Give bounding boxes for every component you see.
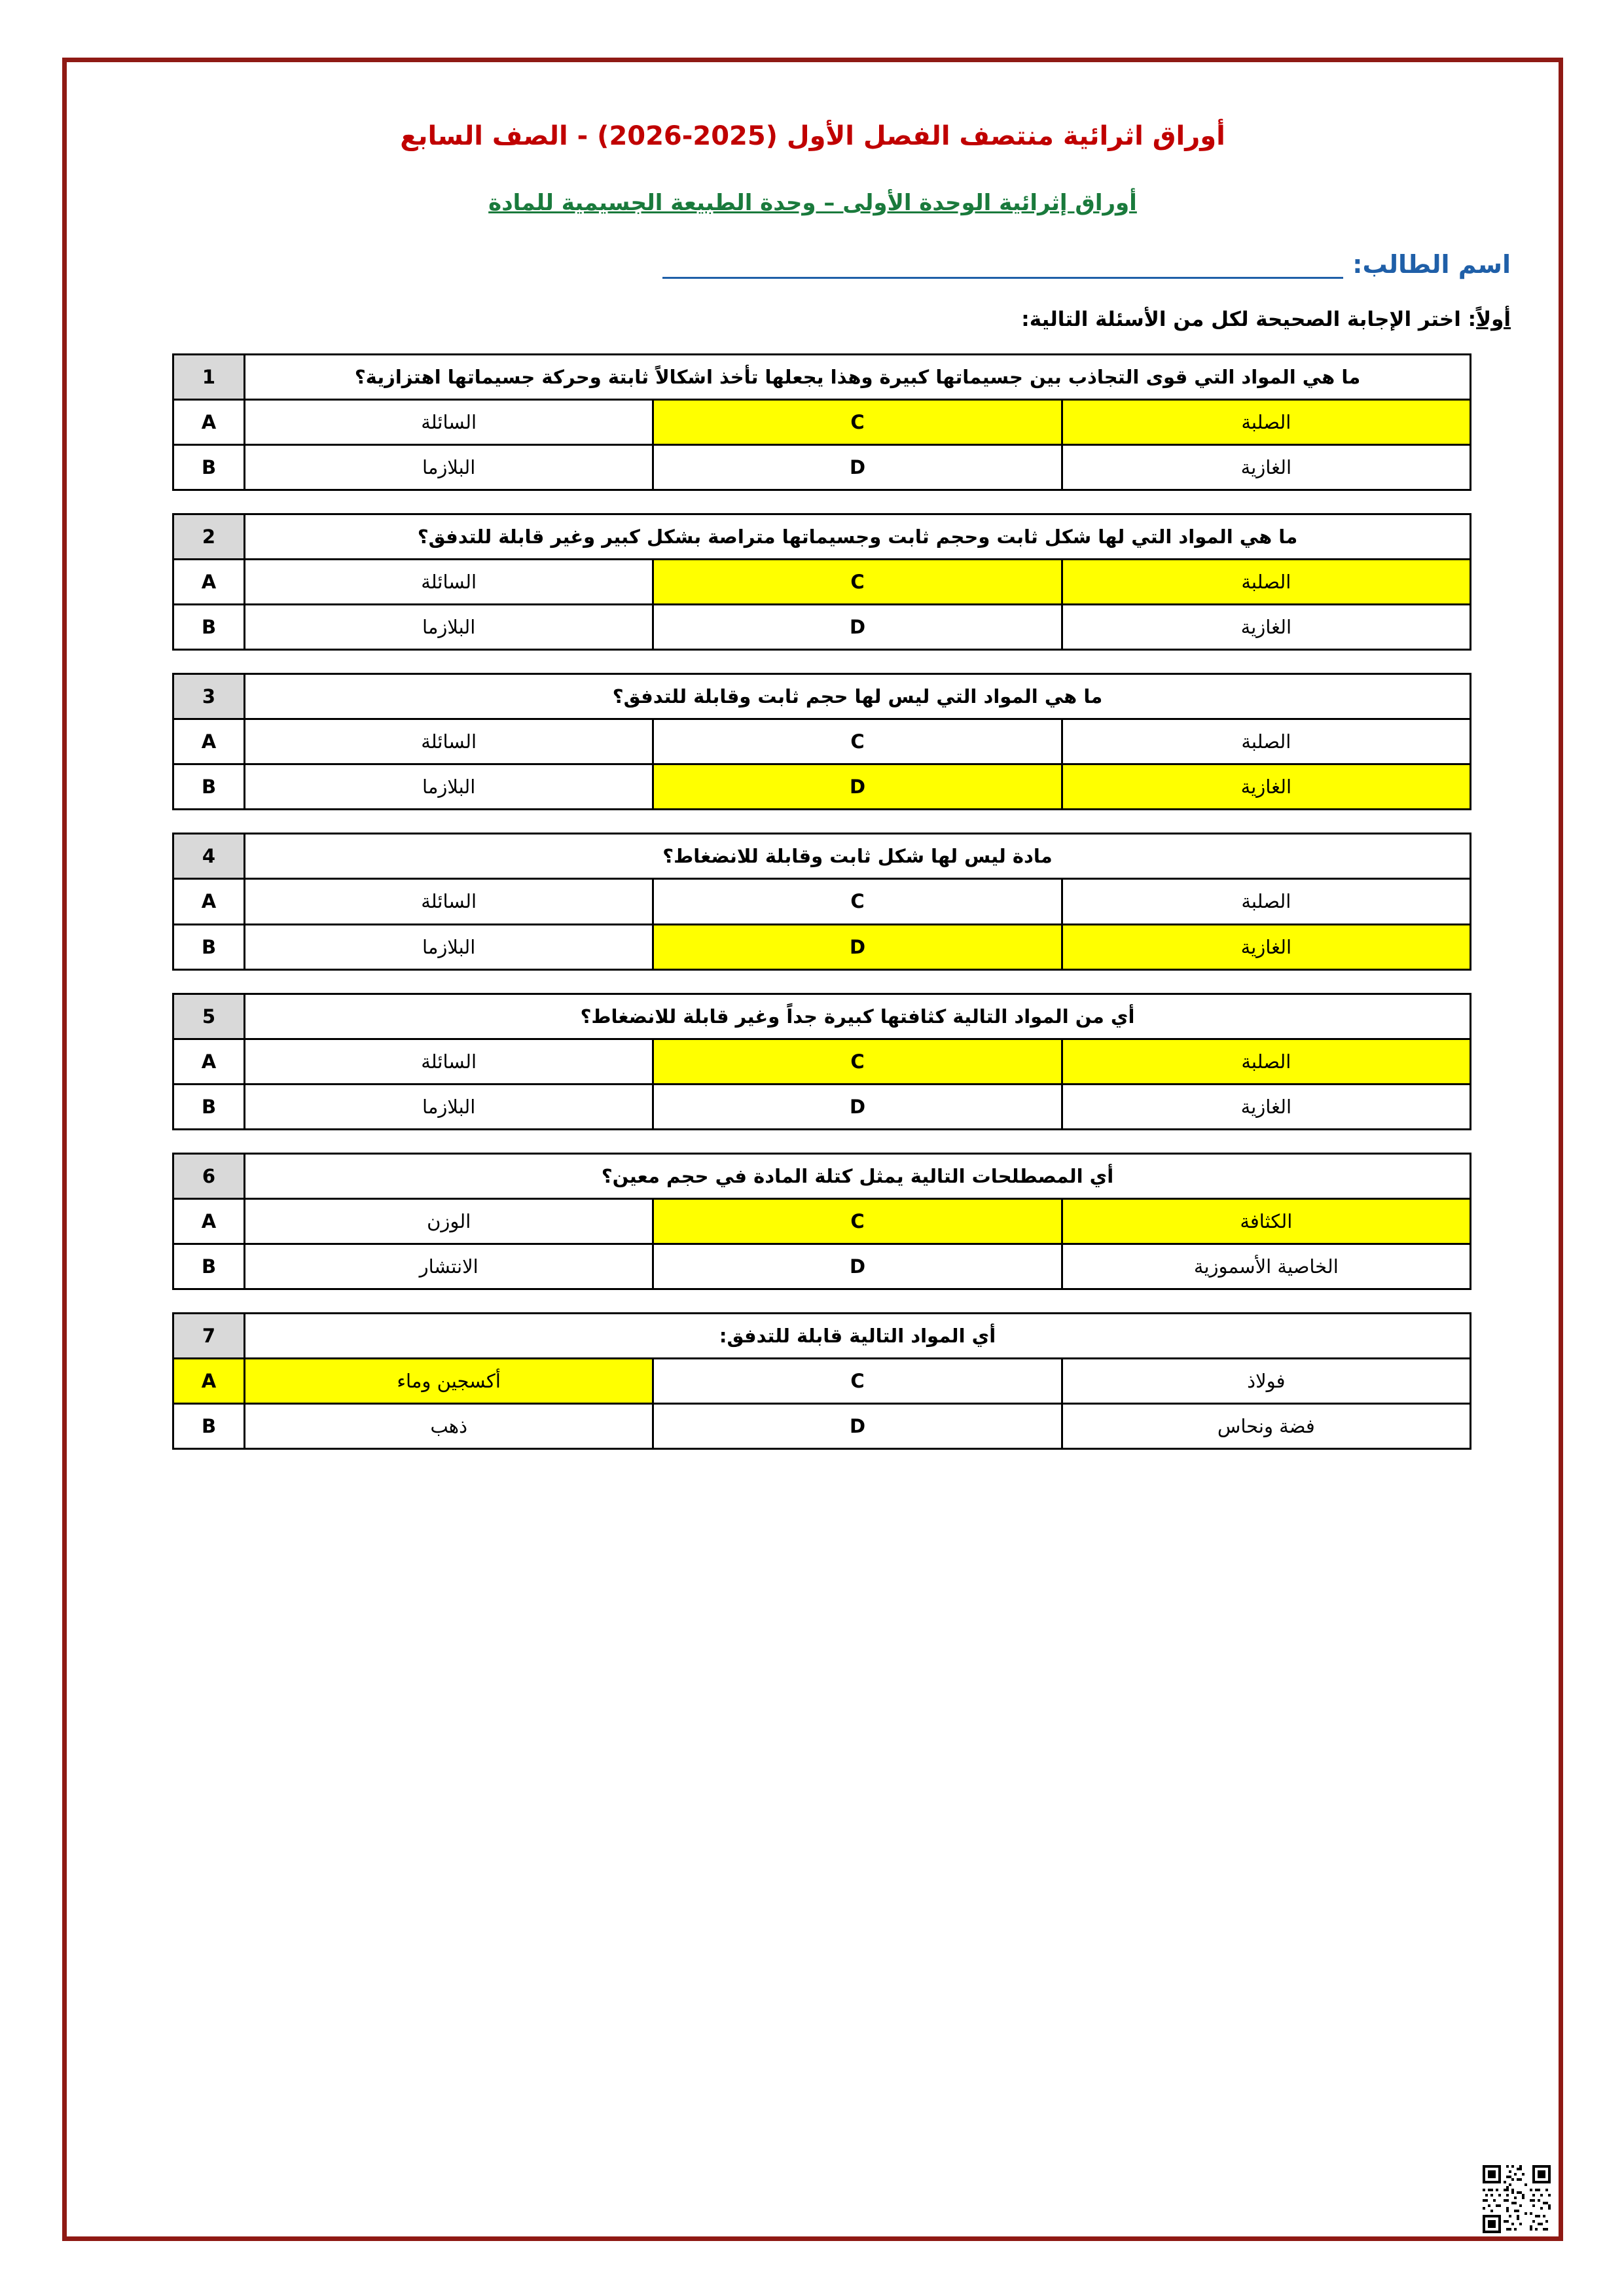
question-header-row xyxy=(173,1153,1471,1198)
option-letter-b: B xyxy=(173,445,245,490)
option-row xyxy=(173,1198,1471,1244)
option-letter-c: C xyxy=(653,1358,1062,1403)
option-row xyxy=(173,445,1471,490)
option-row xyxy=(173,1039,1471,1084)
student-name-label: اسم الطالب: xyxy=(1352,250,1511,279)
question-header-row xyxy=(173,674,1471,719)
option-text-b[interactable]: البلازما xyxy=(245,764,653,810)
option-row xyxy=(173,400,1471,445)
option-letter-a: A xyxy=(173,1039,245,1084)
option-row xyxy=(173,719,1471,764)
option-letter-c: C xyxy=(653,560,1062,605)
option-text-a[interactable]: السائلة xyxy=(245,560,653,605)
option-letter-d: D xyxy=(653,445,1062,490)
option-text-b[interactable]: ذهب xyxy=(245,1403,653,1448)
option-row xyxy=(173,924,1471,969)
option-letter-b: B xyxy=(173,924,245,969)
question-number: 3 xyxy=(173,674,245,719)
option-text-a[interactable]: السائلة xyxy=(245,719,653,764)
question-block xyxy=(172,1312,1471,1450)
option-letter-d: D xyxy=(653,924,1062,969)
question-text: ما هي المواد التي ليس لها حجم ثابت وقابلة للتدفق؟ xyxy=(245,674,1471,719)
option-letter-d: D xyxy=(653,1403,1062,1448)
option-text-d[interactable]: فضة ونحاس xyxy=(1062,1403,1470,1448)
option-text-d[interactable]: الغازية xyxy=(1062,445,1470,490)
question-block xyxy=(172,1153,1471,1290)
option-row xyxy=(173,764,1471,810)
option-text-d[interactable]: الغازية xyxy=(1062,764,1470,810)
option-letter-d: D xyxy=(653,605,1062,650)
option-letter-b: B xyxy=(173,764,245,810)
option-letter-b: B xyxy=(173,1403,245,1448)
question-header-row xyxy=(173,834,1471,879)
option-letter-c: C xyxy=(653,879,1062,924)
option-letter-d: D xyxy=(653,1084,1062,1129)
option-text-b[interactable]: البلازما xyxy=(245,1084,653,1129)
page-content xyxy=(88,84,1537,1450)
option-text-a[interactable]: أكسجين وماء xyxy=(245,1358,653,1403)
student-name-row xyxy=(88,250,1537,279)
option-text-b[interactable]: البلازما xyxy=(245,445,653,490)
page-title: أوراق اثرائية منتصف الفصل الأول (2025-2026) - الصف السابع xyxy=(400,121,1225,151)
question-text: مادة ليس لها شكل ثابت وقابلة للانضغاط؟ xyxy=(245,834,1471,879)
option-row xyxy=(173,1244,1471,1289)
question-header-row xyxy=(173,1313,1471,1358)
question-number: 2 xyxy=(173,514,245,560)
option-text-a[interactable]: السائلة xyxy=(245,1039,653,1084)
option-text-c[interactable]: الصلبة xyxy=(1062,719,1470,764)
option-text-c[interactable]: الصلبة xyxy=(1062,560,1470,605)
question-number: 4 xyxy=(173,834,245,879)
option-row xyxy=(173,605,1471,650)
option-letter-c: C xyxy=(653,719,1062,764)
option-letter-a: A xyxy=(173,400,245,445)
instruction-text xyxy=(88,308,1537,331)
option-text-c[interactable]: الصلبة xyxy=(1062,400,1470,445)
unit-title: أوراق إثرائية الوحدة الأولى – وحدة الطبيعة الجسيمية للمادة xyxy=(488,190,1137,216)
option-letter-a: A xyxy=(173,560,245,605)
option-text-a[interactable]: الوزن xyxy=(245,1198,653,1244)
instruction-rest: : اختر الإجابة الصحيحة لكل من الأسئلة التالية: xyxy=(1021,308,1477,331)
option-text-d[interactable]: الخاصية الأسموزية xyxy=(1062,1244,1470,1289)
option-row xyxy=(173,1084,1471,1129)
option-text-b[interactable]: البلازما xyxy=(245,924,653,969)
option-text-b[interactable]: الانتشار xyxy=(245,1244,653,1289)
option-letter-a: A xyxy=(173,1358,245,1403)
question-text: أي المصطلحات التالية يمثل كتلة المادة في حجم معين؟ xyxy=(245,1153,1471,1198)
option-row xyxy=(173,1403,1471,1448)
option-letter-c: C xyxy=(653,1039,1062,1084)
option-letter-d: D xyxy=(653,764,1062,810)
option-text-d[interactable]: الغازية xyxy=(1062,605,1470,650)
instruction-prefix: أولاً xyxy=(1476,308,1511,331)
student-name-input[interactable] xyxy=(662,255,1343,279)
option-text-b[interactable]: البلازما xyxy=(245,605,653,650)
question-number: 5 xyxy=(173,994,245,1039)
option-letter-c: C xyxy=(653,400,1062,445)
option-row xyxy=(173,560,1471,605)
option-text-d[interactable]: الغازية xyxy=(1062,924,1470,969)
question-text: ما هي المواد التي لها شكل ثابت وحجم ثابت وجسيماتها متراصة بشكل كبير وغير قابلة للتدفق؟ xyxy=(245,514,1471,560)
option-row xyxy=(173,1358,1471,1403)
question-number: 1 xyxy=(173,355,245,400)
question-header-row xyxy=(173,355,1471,400)
question-text: أي من المواد التالية كثافتها كبيرة جداً وغير قابلة للانضغاط؟ xyxy=(245,994,1471,1039)
question-block xyxy=(172,513,1471,651)
option-letter-a: A xyxy=(173,879,245,924)
question-block xyxy=(172,993,1471,1130)
question-block xyxy=(172,353,1471,491)
option-letter-b: B xyxy=(173,1084,245,1129)
question-header-row xyxy=(173,994,1471,1039)
option-letter-c: C xyxy=(653,1198,1062,1244)
option-text-c[interactable]: الصلبة xyxy=(1062,879,1470,924)
option-text-c[interactable]: الصلبة xyxy=(1062,1039,1470,1084)
option-row xyxy=(173,879,1471,924)
question-text: أي المواد التالية قابلة للتدفق: xyxy=(245,1313,1471,1358)
qr-code-icon xyxy=(1480,2162,1553,2236)
option-letter-b: B xyxy=(173,605,245,650)
option-letter-b: B xyxy=(173,1244,245,1289)
question-block xyxy=(172,673,1471,810)
question-number: 6 xyxy=(173,1153,245,1198)
question-header-row xyxy=(173,514,1471,560)
option-text-c[interactable]: فولاذ xyxy=(1062,1358,1470,1403)
option-letter-d: D xyxy=(653,1244,1062,1289)
option-text-d[interactable]: الغازية xyxy=(1062,1084,1470,1129)
option-text-c[interactable]: الكثافة xyxy=(1062,1198,1470,1244)
option-text-a[interactable]: السائلة xyxy=(245,879,653,924)
option-text-a[interactable]: السائلة xyxy=(245,400,653,445)
option-letter-a: A xyxy=(173,719,245,764)
question-number: 7 xyxy=(173,1313,245,1358)
option-letter-a: A xyxy=(173,1198,245,1244)
question-text: ما هي المواد التي قوى التجاذب بين جسيماتها كبيرة وهذا يجعلها تأخذ اشكالاً ثابتة وحركة جسيماتها اهتزازية؟ xyxy=(245,355,1471,400)
question-block xyxy=(172,833,1471,970)
